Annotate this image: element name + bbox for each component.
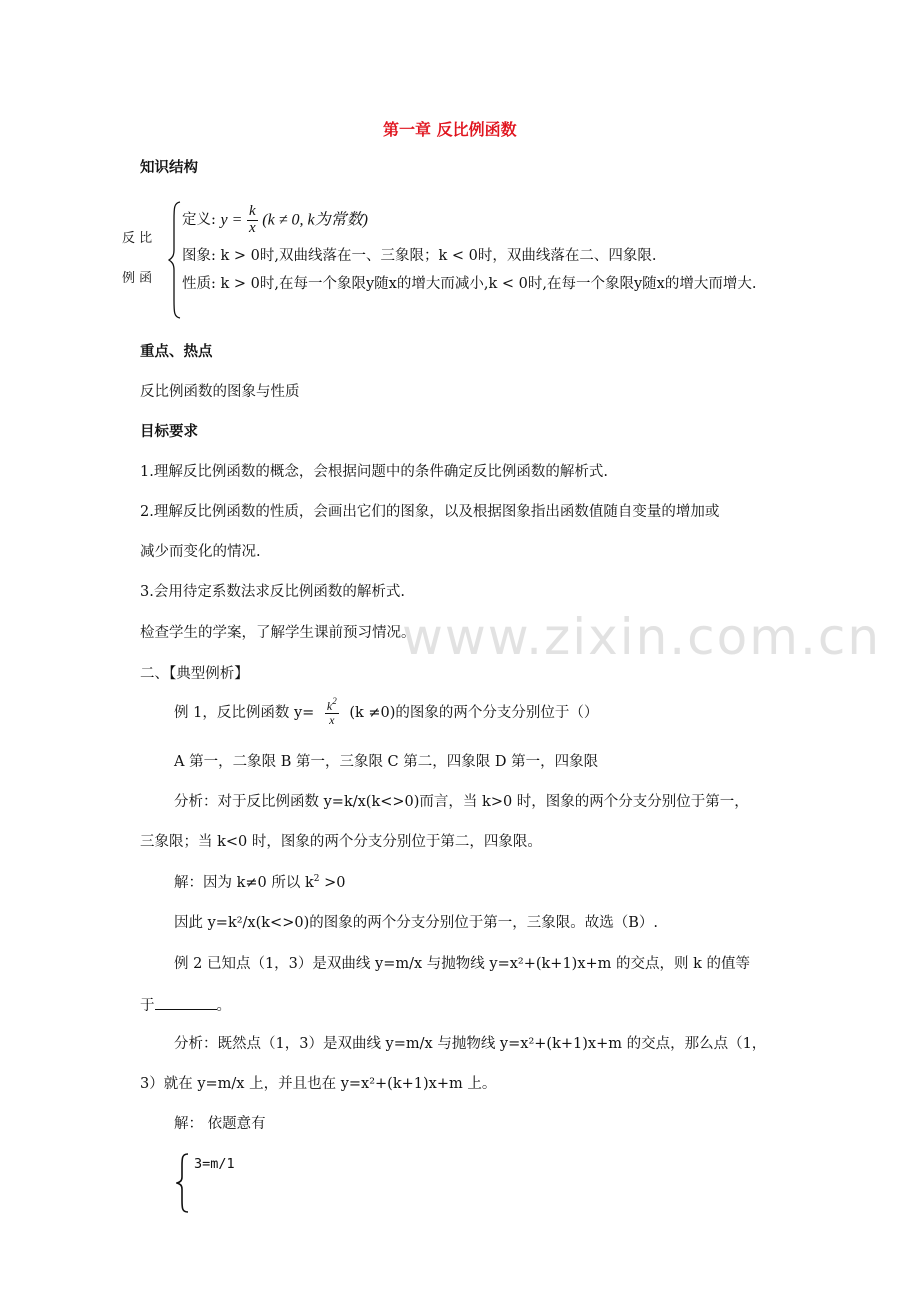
answer-blank [155,997,217,1010]
definition-denominator: x [249,219,256,236]
example-1-analysis-line-1: 分析：对于反比例函数 y=k/x(k<>0)而言，当 k>0 时，图象的两个分支分别位于第一， [174,794,749,810]
system-brace [176,1152,190,1214]
example-1-options: A 第一，二象限 B 第一，三象限 C 第二，四象限 D 第一，四象限 [174,754,599,770]
goals-heading: 目标要求 [140,424,198,440]
example-1-numerator: $k^2$ [326,696,337,713]
example-1-question [174,696,599,727]
goal-item-2-line-1: 2.理解反比例函数的性质，会画出它们的图象，以及根据图象指出函数值随自变量的增加或 [140,504,720,520]
goal-item-2-line-2: 减少而变化的情况. [140,544,261,560]
example-1-conclusion: 因此 y=k²/x(k<>0)的图象的两个分支分别位于第一，三象限。故选（B）. [174,915,658,931]
system-equation-1: 3=m/1 [194,1156,235,1172]
goal-item-1: 1.理解反比例函数的概念，会根据问题中的条件确定反比例函数的解析式. [140,464,608,480]
example-1-solution: 解：因为 k≠0 所以 $k^2 >0$ [174,874,346,891]
example-1-prefix: 例 1，反比例函数 y= [174,704,315,721]
definition-fraction [247,204,258,237]
example-2-analysis-line-1: 分析：既然点（1，3）是双曲线 y=m/x 与抛物线 y=x²+(k+1)x+m 的交点，那么点（1， [174,1036,767,1052]
definition-row [182,204,368,237]
structure-label-bottom: 例 函 [122,271,153,286]
example-2-question-line-2: 于 。 [140,998,231,1014]
section-heading: 二、【典型例析】 [140,666,249,682]
page-title: 第一章 反比例函数 [383,120,517,139]
example-2-solution: 解： 依题意有 [174,1116,266,1132]
knowledge-structure-heading: 知识结构 [140,160,198,176]
definition-condition: (k ≠ 0, k为常数) [262,211,368,229]
check-text: 检查学生的学案，了解学生课前预习情况。 [140,625,416,641]
example-1-analysis-line-2: 三象限；当 k<0 时，图象的两个分支分别位于第二，四象限。 [140,834,542,850]
example-2-analysis-line-2: 3）就在 y=m/x 上，并且也在 y=x²+(k+1)x+m 上。 [140,1076,497,1092]
property-row: 性质: k > 0时,在每一个象限y随x的增大而减小,k < 0时,在每一个象限y随x的增大而增大. [182,276,757,292]
definition-numerator: k [249,203,256,219]
goal-item-3: 3.会用待定系数法求反比例函数的解析式. [140,584,405,600]
structure-label-top: 反 比 [122,231,153,246]
definition-label: 定义: [182,212,216,228]
key-points-text: 反比例函数的图象与性质 [140,384,300,400]
graph-row: 图象: k > 0时,双曲线落在一、三象限；k < 0时，双曲线落在二、四象限. [182,248,657,264]
definition-lhs: y = [220,211,243,229]
example-2-question-line-1: 例 2 已知点（1，3）是双曲线 y=m/x 与抛物线 y=x²+(k+1)x+m 的交点，则 k 的值等 [174,956,751,972]
example-1-suffix: (k ≠0)的图象的两个分支分别位于（） [349,704,599,721]
key-points-heading: 重点、热点 [140,344,213,360]
example-1-fraction [325,696,339,727]
watermark: www.zixin.com.cn [402,608,882,666]
example-1-denominator: x [329,712,335,727]
